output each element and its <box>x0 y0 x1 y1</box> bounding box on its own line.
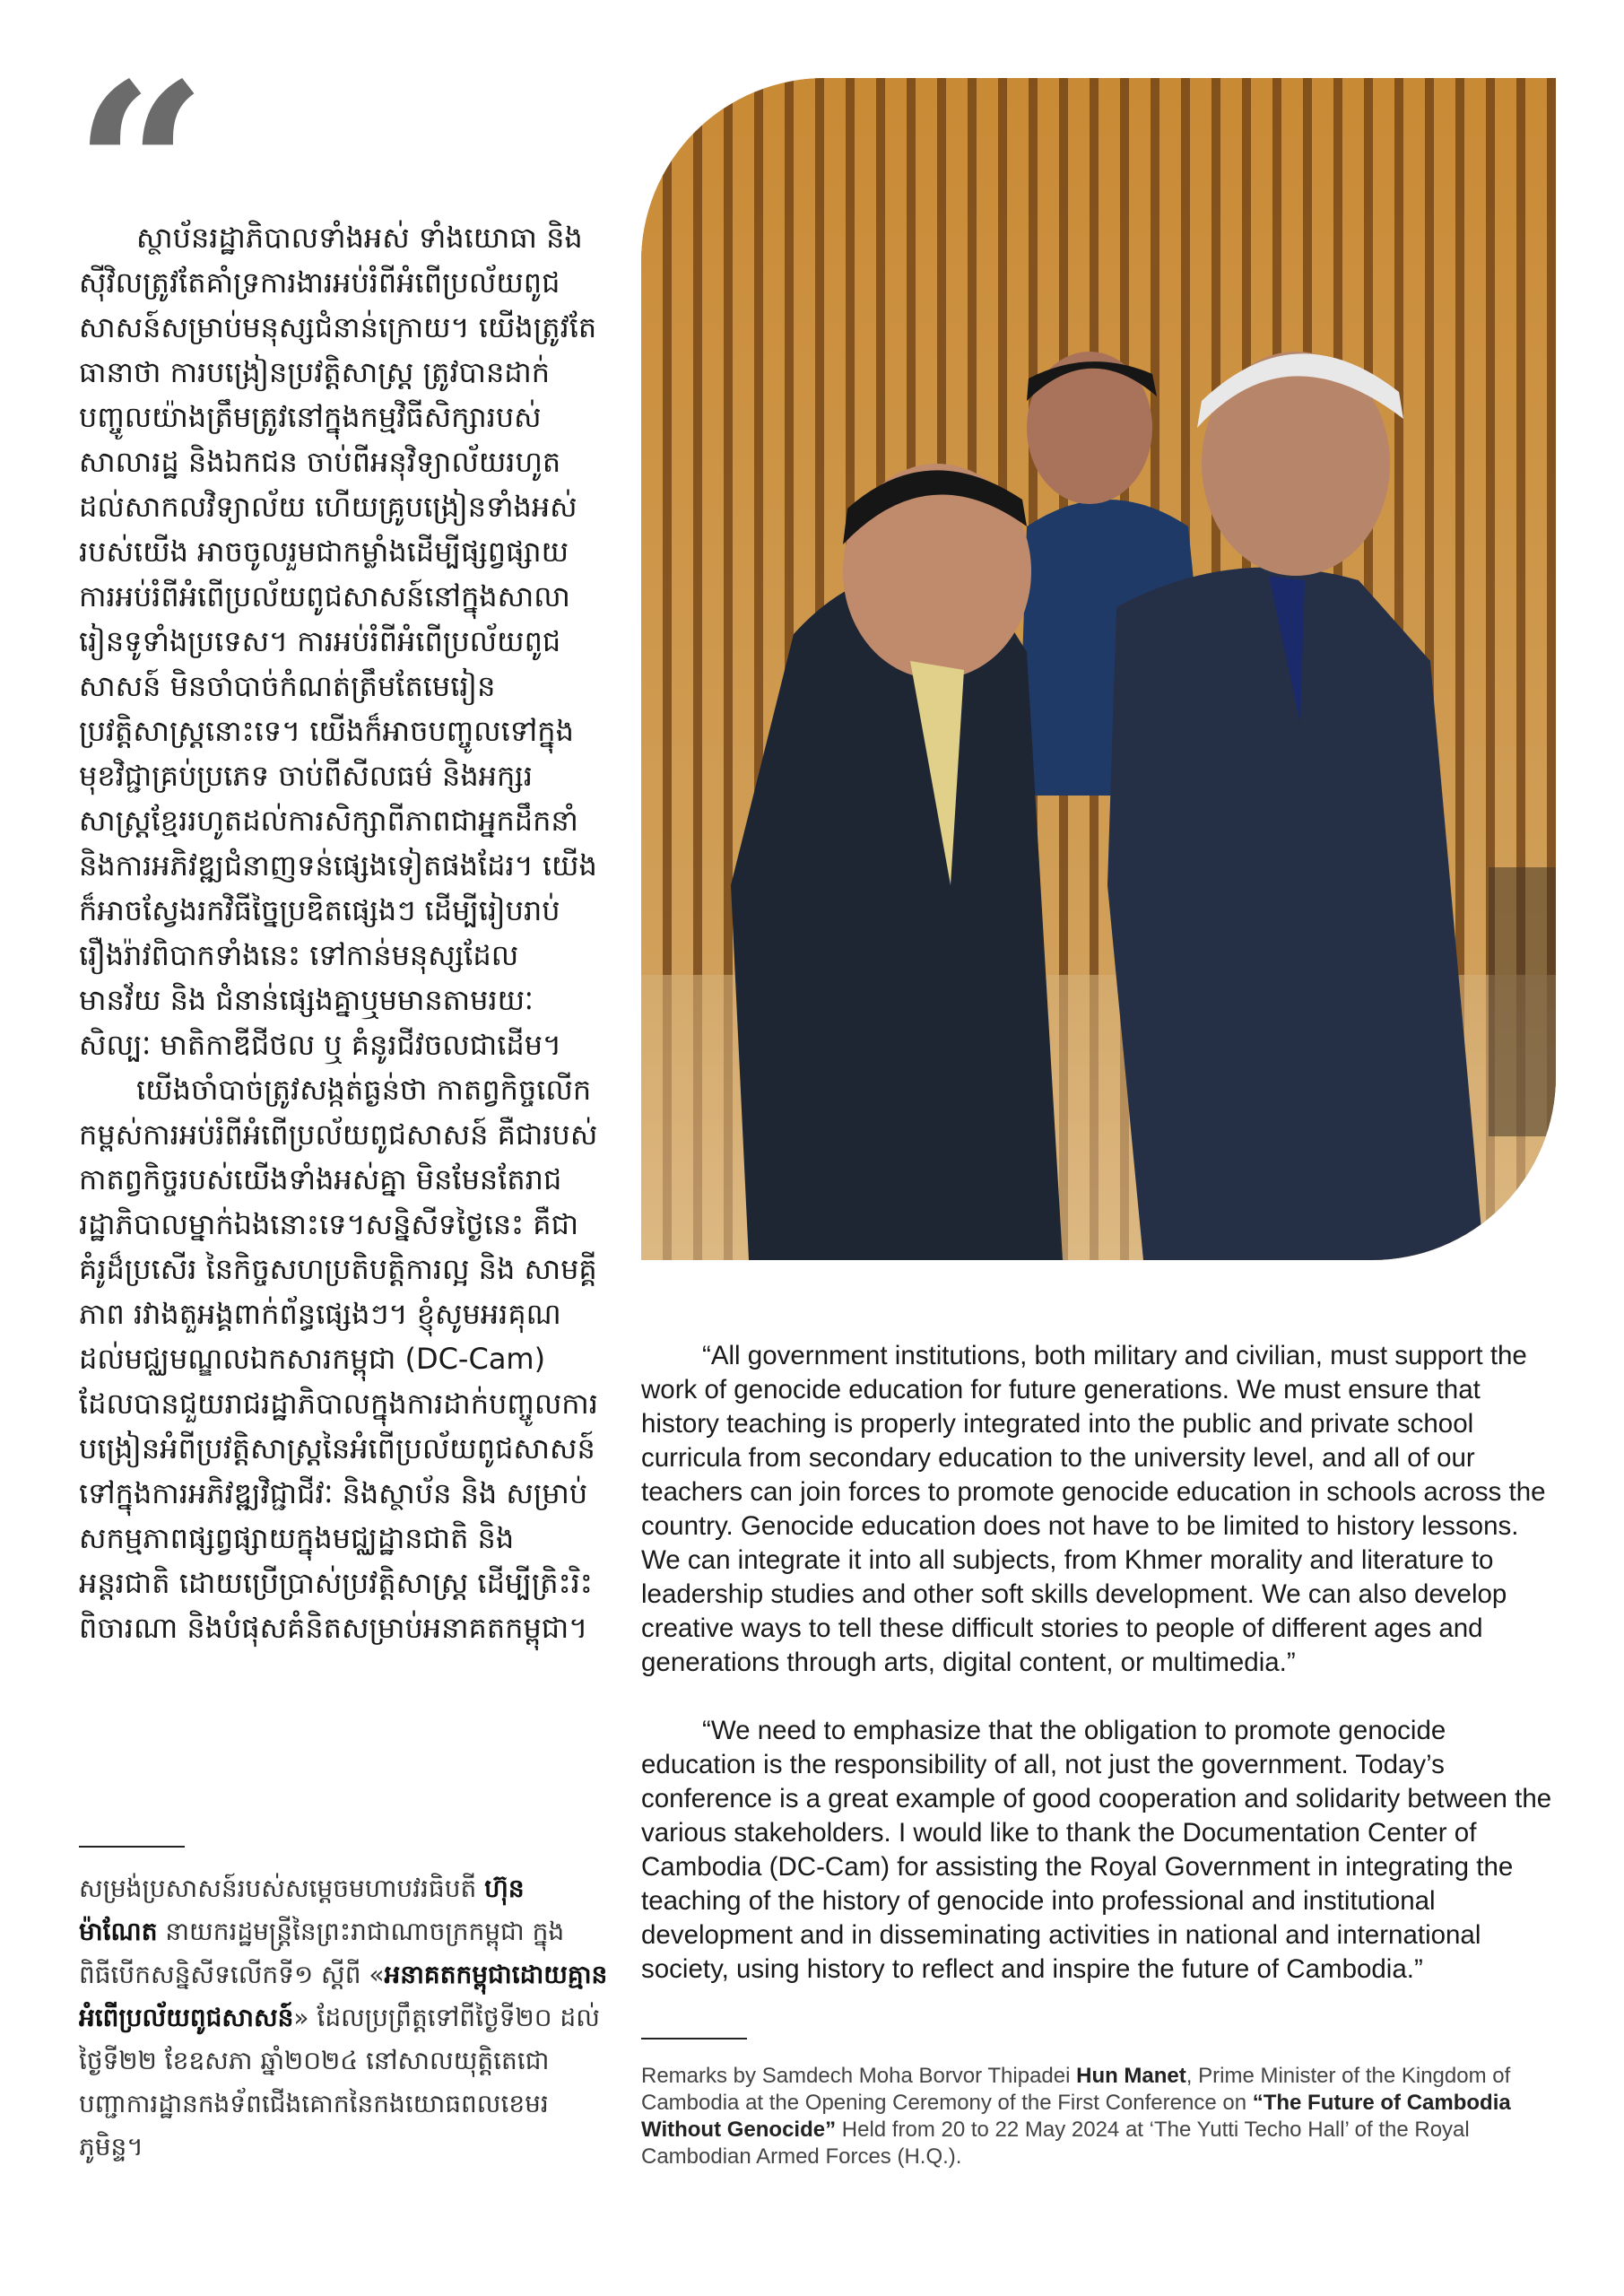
khmer-note-divider <box>79 1846 185 1848</box>
quote-mark-icon: “ <box>74 33 190 307</box>
english-speaker-name: Hun Manet <box>1076 2064 1186 2088</box>
event-photo-illustration <box>641 78 1556 1260</box>
khmer-paragraph-2: យើងចាំបាច់ត្រូវសង្កត់ធ្ងន់ថា កាតព្វកិច្ចលើកកម្ពស់ការអប់រំពីអំពើប្រល័យពូជសាសន៍ គឺជារបស់កាតព្វកិច្ចរបស់យើងទាំងអស់គ្នា មិនមែនតែរាជរដ្ឋាភិបាលម្នាក់ឯងនោះទេ។សន្និសីទថ្ងៃនេះ គឺជាគំរូដ៏ប្រសើរ នៃកិច្ចសហប្រតិបត្តិការល្អ និង សាមគ្គីភាព រវាងតួអង្គពាក់ព័ន្ធផ្សេងៗ។ ខ្ញុំសូមអរគុណដល់មជ្ឈមណ្ឌលឯកសារកម្ពុជា (DC-Cam) ដែលបានជួយរាជរដ្ឋាភិបាលក្នុងការដាក់បញ្ចូលការបង្រៀនអំពីប្រវត្តិសាស្ត្រនៃអំពើប្រល័យពូជសាសន៍ ទៅក្នុងការអភិវឌ្ឍវិជ្ជាជីវៈ និងស្ថាប័ន និង សម្រាប់សកម្មភាពផ្សព្វផ្សាយក្នុងមជ្ឈដ្ឋានជាតិ និង អន្តរជាតិ ដោយប្រើប្រាស់ប្រវត្តិសាស្ត្រ ដើម្បីត្រិះរិះពិចារណា និងបំផុសគំនិតសម្រាប់អនាគតកម្ពុជា។ <box>79 1073 598 1645</box>
khmer-attribution-note: សម្រង់ប្រសាសន៍របស់សម្តេចមហាបវរធិបតី ហ៊ុន ម៉ាណែត នាយករដ្ឋមន្ត្រីនៃព្រះរាជាណាចក្រកម្ពុជា ក្នុងពិធីបើកសន្និសីទលើកទី១ ស្តីពី «អនាគតកម្ពុជាដោយគ្មានអំពើប្រល័យពូជសាសន៍» ដែលប្រព្រឹត្តទៅពីថ្ងៃទី២០ ដល់ថ្ងៃទី២២ ខែឧសភា ឆ្នាំ២០២៤ នៅសាលយុត្តិតេជោ បញ្ជាការដ្ឋានកងទ័ពជើងគោកនៃកងយោធពលខេមរភូមិន្ទ។ <box>79 1874 608 2161</box>
khmer-quote-text <box>79 215 599 1650</box>
english-quote-text <box>641 1339 1558 2021</box>
english-paragraph-2: “We need to emphasize that the obligation to promote genocide education is the responsibility of all, not just the government. Today’s conference is a great example of good cooperation and solidarity between the various stakeholders. I would like to thank the Documentation Center of Cambodia (DC-Cam) for assisting the Royal Government in integrating the teaching of the history of genocide into professional and institutional development and in disseminating activities in national and international society, using history to reflect and inspire the future of Cambodia.” <box>641 1716 1552 1984</box>
english-attribution-note: Remarks by Samdech Moha Borvor Thipadei Hun Manet, Prime Minister of the Kingdom of Cambodia at the Opening Ceremony of the First Conference on “The Future of Cambodia Without Genocide” Held from 20 to 22 May 2024 at ‘The Yutti Techo Hall’ of the Royal Cambodian Armed Forces (H.Q.). <box>641 2064 1511 2169</box>
english-note-divider <box>641 2038 747 2039</box>
english-paragraph-1: “All government institutions, both military and civilian, must support the work of genocide education for future generations. We must ensure that history teaching is properly integrated into the public and private school curricula from secondary education to the university level, and all of our teachers can join forces to promote genocide education in schools across the country. Genocide education does not have to be limited to history lessons. We can integrate it into all subjects, from Khmer morality and literature to leadership studies and other soft skills development. We can also develop creative ways to tell these difficult stories to people of different ages and generations through arts, digital content, or multimedia.” <box>641 1341 1546 1677</box>
english-conference-title: “The Future of Cambodia Without Genocide” <box>641 2091 1511 2142</box>
khmer-speaker-name: ហ៊ុន ម៉ាណែត <box>79 1874 525 1946</box>
khmer-conference-title: អនាគតកម្ពុជាដោយគ្មានអំពើប្រល័យពូជសាសន៍ <box>79 1960 608 2032</box>
khmer-paragraph-1: ស្ថាប័នរដ្ឋាភិបាលទាំងអស់ ទាំងយោធា និងស៊ីវិលត្រូវតែគាំទ្រការងារអប់រំពីអំពើប្រល័យពូជសាសន៍សម្រាប់មនុស្សជំនាន់ក្រោយ។ យើងត្រូវតែធានាថា ការបង្រៀនប្រវត្តិសាស្ត្រ ត្រូវបានដាក់បញ្ចូលយ៉ាងត្រឹមត្រូវនៅក្នុងកម្មវិធីសិក្សារបស់សាលារដ្ឋ និងឯកជន ចាប់ពីអនុវិទ្យាល័យរហូតដល់សាកលវិទ្យាល័យ ហើយគ្រូបង្រៀនទាំងអស់របស់យើង អាចចូលរួមជាកម្លាំងដើម្បីផ្សព្វផ្សាយការអប់រំពីអំពើប្រល័យពូជសាសន៍នៅក្នុងសាលារៀនទូទាំងប្រទេស។ ការអប់រំពីអំពើប្រល័យពូជសាសន៍ មិនចាំបាច់កំណត់ត្រឹមតែមេរៀនប្រវត្តិសាស្ត្រនោះទេ។ យើងក៏អាចបញ្ចូលទៅក្នុងមុខវិជ្ជាគ្រប់ប្រភេទ ចាប់ពីសីលធម៌ និងអក្សរសាស្ត្រខ្មែររហូតដល់ការសិក្សាពីភាពជាអ្នកដឹកនាំ និងការអភិវឌ្ឍជំនាញទន់ផ្សេងទៀតផងដែរ។ យើងក៏អាចស្វែងរកវិធីច្នៃប្រឌិតផ្សេងៗ ដើម្បីរៀបរាប់រឿងរ៉ាវពិបាកទាំងនេះ ទៅកាន់មនុស្សដែលមានវ័យ និង ជំនាន់ផ្សេងគ្នាឬមមានតាមរយៈសិល្បៈ មាតិកាឌីជីថល ឬ គំនូរជីវចលជាដើម។ <box>79 221 597 1062</box>
event-photo <box>641 78 1556 1260</box>
